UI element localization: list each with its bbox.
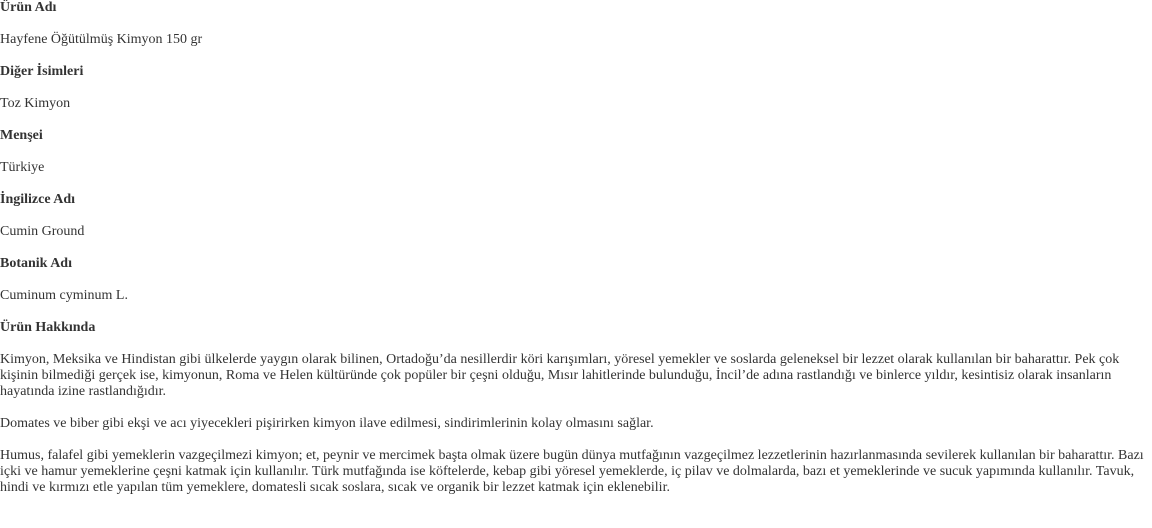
about-paragraph-3: Humus, falafel gibi yemeklerin vazgeçilmezi kimyon; et, peynir ve mercimek başta olmak üzere bugün dünya mutfağının vazgeçilmez lezzetlerinin hazırlanmasında sevilerek kullanılan bir baharattır. Bazı içki ve hamur yemeklerine çeşni katmak için kullanılır. Türk mutfağında ise köftelerde, kebap gibi yöresel yemeklerde, iç pilav ve dolmalarda, bazı et yemeklerinde ve sucuk yapımında kullanılır. Tavuk, hindi ve kırmızı etle yapılan tüm yemeklere, domatesli sıcak soslara, sıcak ve organik bir lezzet katmak için eklenebilir. (0, 448, 1144, 495)
origin-value: Türkiye (0, 160, 45, 175)
other-names-label: Diğer İsimleri (0, 64, 84, 79)
product-name-value: Hayfene Öğütülmüş Kimyon 150 gr (0, 32, 203, 47)
other-names-value: Toz Kimyon (0, 96, 71, 111)
english-name-value: Cumin Ground (0, 224, 85, 239)
product-name-label: Ürün Adı (0, 0, 57, 15)
about-product-label: Ürün Hakkında (0, 320, 96, 335)
about-paragraph-1: Kimyon, Meksika ve Hindistan gibi ülkelerde yaygın olarak bilinen, Ortadoğu’da nesillerdir köri karışımları, yöresel yemekler ve soslarda geleneksel bir lezzet olarak kullanılan bir baharattır. Pek çok kişinin bilmediği gerçek ise, kimyonun, Roma ve Helen kültüründe çok popüler bir çeşni olduğu, Mısır lahitlerinde bulunduğu, İncil’de adına rastlandığı ve binlerce yıldır, kesintisiz olarak insanların hayatında izine rastlandığıdır. (0, 352, 1120, 399)
english-name-label: İngilizce Adı (0, 192, 76, 207)
origin-label: Menşei (0, 128, 43, 143)
botanical-name-value: Cuminum cyminum L. (0, 288, 128, 303)
about-paragraph-2: Domates ve biber gibi ekşi ve acı yiyecekleri pişirirken kimyon ilave edilmesi, sindirimlerinin kolay olmasını sağlar. (0, 416, 654, 431)
botanical-name-label: Botanik Adı (0, 256, 72, 271)
